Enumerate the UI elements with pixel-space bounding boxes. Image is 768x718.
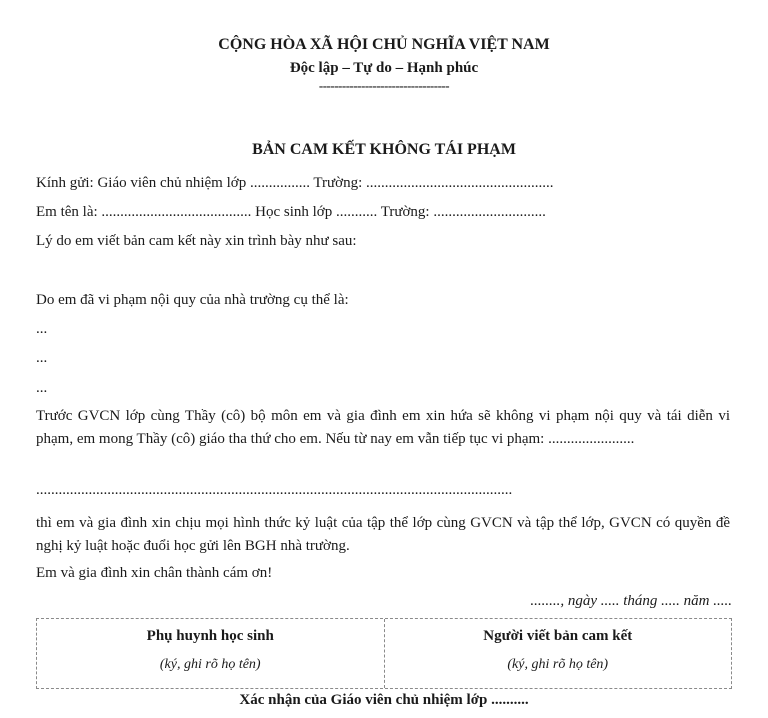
ellipsis-line: ... bbox=[36, 350, 48, 366]
violation-intro: Do em đã vi phạm nội quy của nhà trường cụ thể là: bbox=[36, 292, 349, 308]
consequence-paragraph: thì em và gia đình xin chịu mọi hình thức kỷ luật của tập thể lớp cùng GVCN và tập thể lớp, GVCN có quyền đề nghị kỷ luật hoặc đuổi học gửi lên BGH nhà trường. bbox=[36, 515, 730, 554]
document-title: BẢN CAM KẾT KHÔNG TÁI PHẠM bbox=[252, 141, 516, 158]
ellipsis-line: ... bbox=[36, 321, 48, 337]
signature-table bbox=[36, 618, 732, 689]
dotted-line: ............................................................................................................................... bbox=[36, 482, 513, 498]
student-line: Em tên là: ........................................ Học sinh lớp ........... Trường: .............................. bbox=[36, 204, 546, 220]
recipient-line: Kính gửi: Giáo viên chủ nhiệm lớp ................ Trường: .................................................. bbox=[36, 175, 554, 191]
promise-paragraph: Trước GVCN lớp cùng Thầy (cô) bộ môn em và gia đình em xin hứa sẽ không vi phạm nội quy và tái diễn vi phạm, em mong Thầy (cô) giáo tha thứ cho em. Nếu từ nay em vẫn tiếp tục vi phạm: ....................... bbox=[36, 408, 730, 447]
ellipsis-line: ... bbox=[36, 380, 48, 396]
date-line: ........, ngày ..... tháng ..... năm ..... bbox=[530, 593, 732, 609]
writer-signature-cell bbox=[384, 619, 732, 688]
motto: Độc lập – Tự do – Hạnh phúc bbox=[289, 60, 479, 76]
parent-signature-title: Phụ huynh học sinh bbox=[146, 628, 274, 644]
reason-intro: Lý do em viết bản cam kết này xin trình bày như sau: bbox=[36, 233, 357, 249]
parent-signature-cell bbox=[37, 619, 384, 688]
parent-signature-note: (ký, ghi rõ họ tên) bbox=[159, 657, 261, 672]
writer-signature-title: Người viết bản cam kết bbox=[483, 628, 633, 644]
country-header: CỘNG HÒA XÃ HỘI CHỦ NGHĨA VIỆT NAM bbox=[218, 36, 550, 53]
thanks-line: Em và gia đình xin chân thành cám ơn! bbox=[36, 565, 273, 581]
writer-signature-note: (ký, ghi rõ họ tên) bbox=[507, 657, 609, 672]
header-separator: ---------------------------------- bbox=[318, 78, 450, 93]
teacher-confirmation: Xác nhận của Giáo viên chủ nhiệm lớp .......... bbox=[239, 692, 529, 708]
